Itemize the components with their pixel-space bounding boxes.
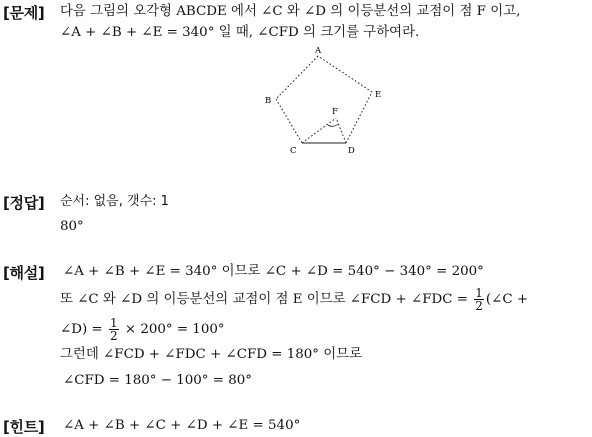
vertex-label-e: E [375,90,382,100]
vertex-label-a: A [315,46,322,56]
vertex-label-b: B [265,96,272,106]
fraction-one-half-a: $\frac{1}{2}$ [475,286,483,313]
solution-line2-text: 또 ∠C 와 ∠D 의 이등분선의 교점이 점 E 이므로 ∠FCD + ∠FDC = [60,292,468,307]
solution-line4: 그런데 ∠FCD + ∠FDC + ∠CFD = 180° 이므로 [60,347,363,362]
angle-arc-f [328,124,338,126]
problem-text-line2: ∠A + ∠B + ∠E = 340° 일 때, ∠CFD 의 크기를 구하여라. [60,25,420,40]
answer-label: [정답] [3,194,45,212]
problem-text-line1: 다음 그림의 오각형 ABCDE 에서 ∠C 와 ∠D 의 이등분선의 교점이 점 F 이고, [60,4,521,19]
solution-line1: ∠A + ∠B + ∠E = 340° 이므로 ∠C + ∠D = 540° − 340° = 200° [63,264,484,279]
solution-label: [해설] [3,264,45,282]
answer-value: 80° [60,219,84,234]
point-label-f: F [332,107,338,117]
answer-meta: 순서: 없음, 갯수: 1 [60,194,169,209]
solution-line3-tail: × 200° = 100° [124,322,225,337]
solution-line5: ∠CFD = 180° − 100° = 80° [63,373,252,388]
vertex-label-d: D [348,146,355,156]
hint-line1: ∠A + ∠B + ∠C + ∠D + ∠E = 540° [63,418,301,433]
edge-de [346,92,372,143]
fraction-one-half-b: $\frac{1}{2}$ [109,316,118,343]
edge-ea [318,56,372,92]
hint-label: [힌트] [3,418,45,436]
vertex-label-c: C [290,146,297,156]
solution-line2 [60,284,528,316]
solution-line3-head: ∠D) = [60,322,103,337]
bisector-cf [302,118,336,143]
solution-line3 [60,314,225,346]
solution-line2-tail: (∠C + [485,292,529,307]
problem-label: [문제] [3,4,45,22]
edge-bc [276,99,302,143]
pentagon-figure [0,42,592,202]
edge-ab [276,56,318,99]
bisector-df [336,118,346,143]
